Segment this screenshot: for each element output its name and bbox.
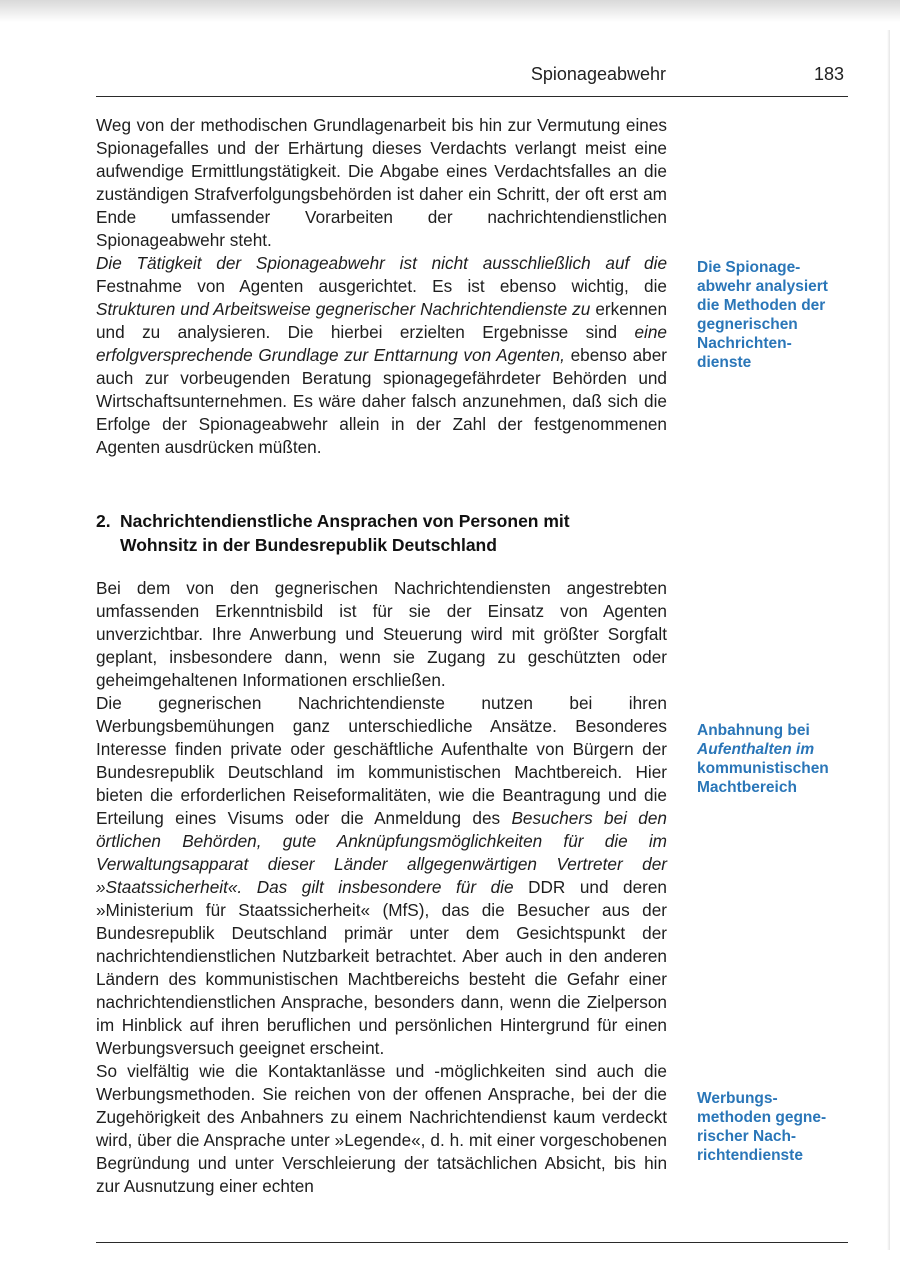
paragraph: Bei dem von den gegnerischen Nachrichtendiensten angestrebten umfassenden Erkenntnisbild ist für sie der Einsatz von Agenten unverzichtbar. Ihre Anwerbung und Steuerung wird mit größter Sorgfalt geplant, insbesondere dann, wenn sie Zugang zu geschützten oder geheimgehaltenen Informationen erschließen.	[96, 578, 667, 690]
running-title: Spionageabwehr	[530, 64, 666, 84]
paragraph	[96, 692, 667, 1060]
note-line: abwehr analysiert	[697, 278, 828, 295]
text-run: ebenso aber auch zur vorbeugenden Beratung spionagegefährdeter Behörden und Wirtschaftsunternehmen. Es wäre daher falsch anzunehmen, daß sich die Erfolge der Spionageabwehr allein in der Zahl der festgenommenen Agenten ausdrücken müßten.	[96, 345, 667, 457]
note-line: Nachrichten-	[697, 335, 792, 352]
page-scan-shadow	[0, 0, 900, 22]
note-line: methoden gegne-	[697, 1109, 827, 1126]
note-line: richtendienste	[697, 1147, 803, 1164]
emphasis: Strukturen und Arbeitsweise gegnerischer Nachrichtendienste zu	[96, 299, 591, 319]
section1-body	[96, 114, 667, 459]
text-run: erkennen und zu analysieren. Die hierbei erzielten Ergebnisse sind	[96, 299, 667, 342]
heading-line: Wohnsitz in der Bundesrepublik Deutschland	[120, 535, 497, 555]
emphasis: eine erfolgversprechende Grundlage zur Enttarnung von Agenten,	[96, 322, 667, 365]
section-number: 2.	[96, 511, 111, 531]
margin-note-anbahnung	[697, 721, 857, 797]
section-heading	[96, 509, 696, 557]
note-line: Die Spionage-	[697, 259, 801, 276]
emphasis: im	[791, 741, 815, 758]
margin-note-spionageabwehr	[697, 258, 857, 372]
note-line: rischer Nach-	[697, 1128, 797, 1145]
paragraph	[96, 252, 667, 459]
emphasis: Aufenthalten	[697, 741, 792, 758]
emphasis: Besuchers bei den örtlichen Behörden, gute Anknüpfungsmöglichkeiten für die im Verwaltungsapparat dieser Länder allgegenwärtigen Vertreter der »Staatssicherheit«. Das gilt insbesondere für die	[96, 808, 667, 897]
note-line: Werbungs-	[697, 1090, 778, 1107]
bottom-rule	[96, 1242, 848, 1243]
note-line: Anbahnung bei	[697, 722, 810, 739]
heading-line: Nachrichtendienstliche Ansprachen von Personen mit	[120, 511, 570, 531]
running-head	[96, 62, 848, 97]
margin-note-werbungsmethoden	[697, 1089, 857, 1165]
page-scan-edge	[887, 30, 890, 1250]
paragraph: So vielfältig wie die Kontaktanlässe und -möglichkeiten sind auch die Werbungsmethoden. Sie reichen von der offenen Ansprache, bei der die Zugehörigkeit des Anbahners zu einem Nachrichtendienst kaum verdeckt wird, über die Ansprache unter »Legende«, d. h. mit einer vorgeschobenen Begründung und unter Verschleierung der tatsächlichen Absicht, bis hin zur Ausnutzung einer echten	[96, 1061, 667, 1196]
text-run: Festnahme von Agenten ausgerichtet. Es ist ebenso wichtig, die	[96, 276, 667, 296]
section2-body	[96, 577, 667, 1198]
text-run: DDR und deren »Ministerium für Staatssicherheit« (MfS), das die Besucher aus der Bundesrepublik Deutschland primär unter dem Gesichtspunkt der nachrichtendienstlichen Nutzbarkeit betrachtet. Aber auch in den anderen Ländern des kommunistischen Machtbereichs besteht die Gefahr einer nachrichtendienstlichen Ansprache, besonders dann, wenn die Zielperson im Hinblick auf ihren beruflichen und persönlichen Hintergrund für einen Werbungsversuch geeignet erscheint.	[96, 877, 667, 1058]
note-line: Machtbereich	[697, 779, 797, 796]
emphasis: Die Tätigkeit der Spionageabwehr ist nicht ausschließlich auf die	[96, 253, 667, 273]
text-run: Die gegnerischen Nachrichtendienste nutzen bei ihren Werbungsbemühungen ganz unterschiedliche Ansätze. Besonderes Interesse finden private oder geschäftliche Aufenthalte von Bürgern der Bundesrepublik Deutschland im kommunistischen Machtbereich. Hier bieten die erforderlichen Reiseformalitäten, wie die Beantragung und die Erteilung eines Visums oder die Anmeldung des	[96, 693, 667, 828]
note-line	[697, 740, 857, 759]
page-number: 183	[813, 64, 844, 84]
note-line: die Methoden der	[697, 297, 826, 314]
note-line: gegnerischen	[697, 316, 798, 333]
note-line: kommunistischen	[697, 760, 829, 777]
note-line: dienste	[697, 354, 752, 371]
paragraph: Weg von der methodischen Grundlagenarbeit bis hin zur Vermutung eines Spionagefalles und der Erhärtung dieses Verdachts verlangt meist eine aufwendige Ermittlungstätigkeit. Die Abgabe eines Verdachtsfalles an die zuständigen Strafverfolgungsbehörden ist daher ein Schritt, der oft erst am Ende umfassender Vorarbeiten der nachrichtendienstlichen Spionageabwehr steht.	[96, 115, 667, 250]
